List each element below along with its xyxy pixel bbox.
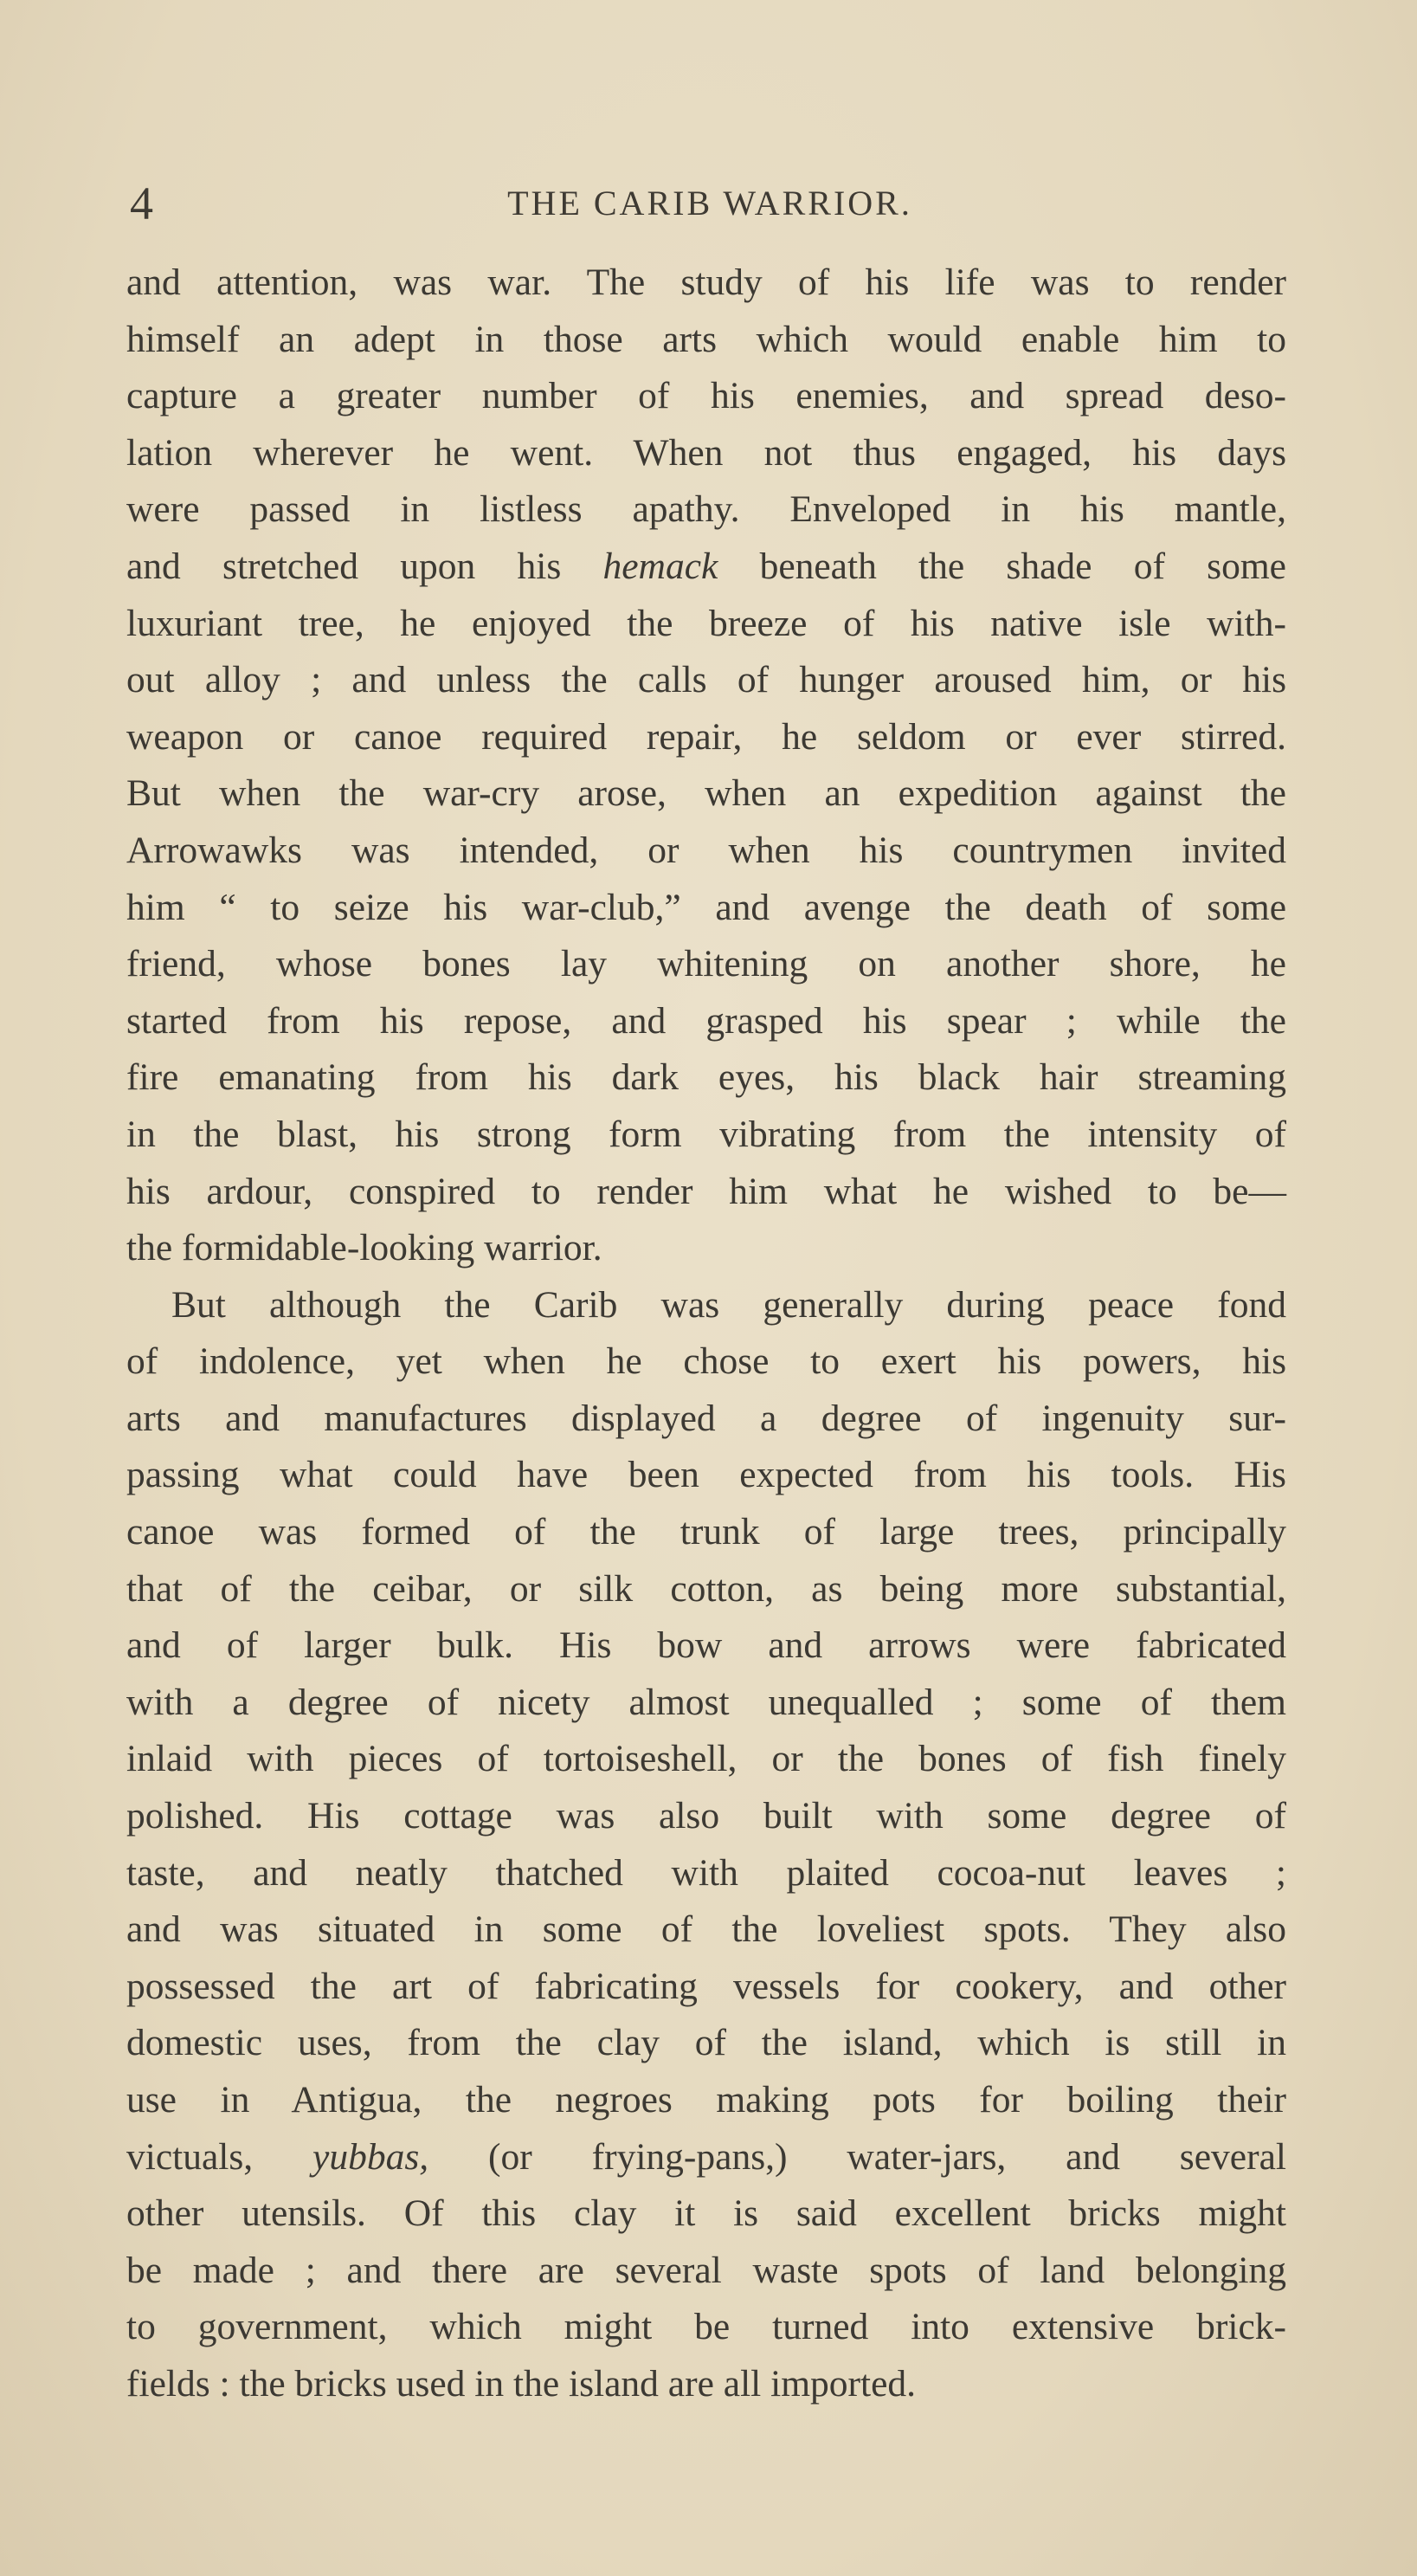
text-line: weapon or canoe required repair, he seldom or ever stirred. xyxy=(126,715,1286,758)
text-line: in the blast, his strong form vibrating from the intensity of xyxy=(126,1113,1286,1155)
text-line: himself an adept in those arts which would enable him to xyxy=(126,318,1286,360)
text-line: him “ to seize his war-club,” and avenge the death of some xyxy=(126,886,1286,928)
text-line: polished. His cottage was also built with some degree of xyxy=(126,1795,1286,1837)
text-line: inlaid with pieces of tortoiseshell, or the bones of fish finely xyxy=(126,1738,1286,1780)
text-line: But when the war-cry arose, when an expedition against the xyxy=(126,772,1286,815)
running-title: THE CARIB WARRIOR. xyxy=(507,184,912,223)
text-line: his ardour, conspired to render him what he wished to be— xyxy=(126,1170,1286,1212)
text-line: passing what could have been expected from his tools. His xyxy=(126,1454,1286,1496)
text-line xyxy=(126,539,1286,596)
running-head xyxy=(130,173,1290,234)
text-line: out alloy ; and unless the calls of hunger aroused him, or his xyxy=(126,659,1286,701)
text-line: and was situated in some of the loveliest spots. They also xyxy=(126,1908,1286,1951)
italic-term: hemack xyxy=(602,545,718,587)
text-segment: and stretched upon his xyxy=(126,545,603,587)
paragraph xyxy=(126,1277,1286,2413)
text-line: to government, which might be turned into extensive brick- xyxy=(126,2306,1286,2348)
paragraph xyxy=(126,255,1286,1277)
text-line: the formidable-looking warrior. xyxy=(126,1227,602,1269)
text-line: with a degree of nicety almost unequalled ; some of them xyxy=(126,1681,1286,1723)
text-line: friend, whose bones lay whitening on another shore, he xyxy=(126,943,1286,985)
text-segment: (or frying-pans,) water-jars, and several xyxy=(428,2135,1286,2178)
text-line xyxy=(126,2129,1286,2186)
text-line: domestic uses, from the clay of the island, which is still in xyxy=(126,2022,1286,2064)
text-segment: beneath the shade of some xyxy=(718,545,1286,587)
text-line: taste, and neatly thatched with plaited cocoa-nut leaves ; xyxy=(126,1851,1286,1894)
page-number: 4 xyxy=(130,178,153,229)
italic-term: yubbas, xyxy=(312,2135,429,2178)
text-line: lation wherever he went. When not thus engaged, his days xyxy=(126,431,1286,474)
text-line: be made ; and there are several waste spots of land belonging xyxy=(126,2249,1286,2291)
text-line: were passed in listless apathy. Enveloped in his mantle, xyxy=(126,488,1286,531)
text-line: of indolence, yet when he chose to exert his powers, his xyxy=(126,1340,1286,1383)
text-line: arts and manufactures displayed a degree of ingenuity sur- xyxy=(126,1397,1286,1439)
text-line: possessed the art of fabricating vessels for cookery, and other xyxy=(126,1965,1286,2007)
text-line: and attention, was war. The study of his life was to render xyxy=(126,261,1286,303)
text-line: capture a greater number of his enemies, and spread deso- xyxy=(126,375,1286,417)
text-line: and of larger bulk. His bow and arrows were fabricated xyxy=(126,1624,1286,1667)
text-line: fields : the bricks used in the island are all imported. xyxy=(126,2362,917,2405)
text-line: But although the Carib was generally during peace fond xyxy=(171,1283,1286,1326)
text-line: other utensils. Of this clay it is said excellent bricks might xyxy=(126,2192,1286,2235)
body-text xyxy=(126,255,1286,2413)
text-line: luxuriant tree, he enjoyed the breeze of his native isle with- xyxy=(126,602,1286,644)
text-line: fire emanating from his dark eyes, his black hair streaming xyxy=(126,1056,1286,1099)
text-segment: victuals, xyxy=(126,2135,313,2178)
text-line: use in Antigua, the negroes making pots for boiling their xyxy=(126,2079,1286,2121)
text-line: started from his repose, and grasped his spear ; while the xyxy=(126,999,1286,1042)
text-line: that of the ceibar, or silk cotton, as being more substantial, xyxy=(126,1567,1286,1610)
text-line: canoe was formed of the trunk of large trees, principally xyxy=(126,1511,1286,1553)
text-line: Arrowawks was intended, or when his countrymen invited xyxy=(126,829,1286,871)
